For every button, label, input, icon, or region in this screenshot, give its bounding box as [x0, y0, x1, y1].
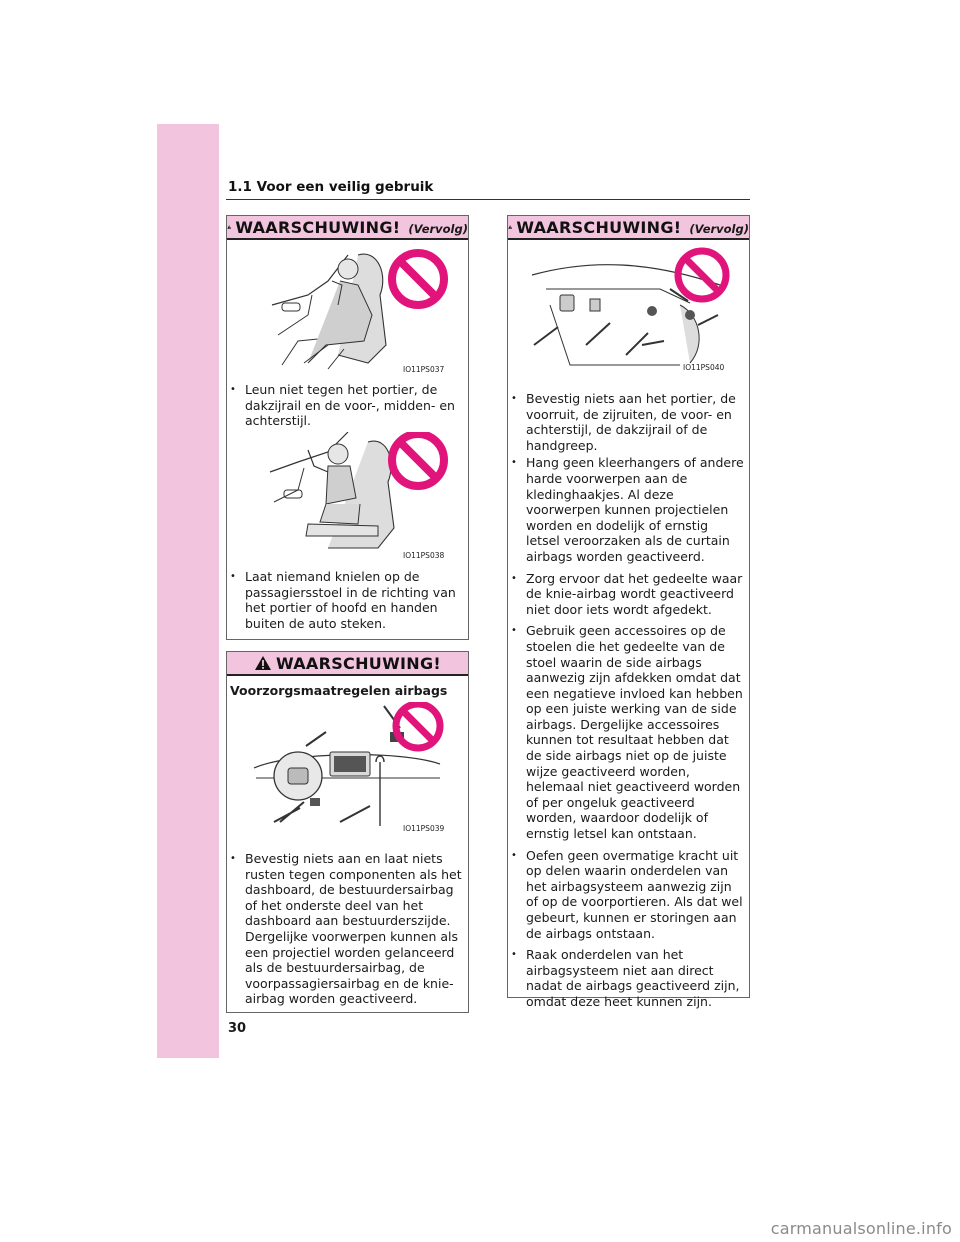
warning-header: [227, 216, 468, 240]
bullet-list-box1-b: [228, 569, 462, 637]
header-rule: [226, 199, 750, 200]
warning-header: [227, 652, 468, 676]
warning-triangle-icon: [254, 655, 272, 671]
page-number: 30: [228, 1021, 247, 1036]
warning-header: [508, 216, 749, 240]
side-color-strip: [157, 124, 219, 1058]
watermark: carmanualsonline.info: [770, 1219, 952, 1238]
figure-code: IO11PS039: [403, 824, 445, 833]
illustration-dashboard: [250, 702, 446, 830]
bullet-list-box2: [228, 851, 462, 1009]
warning-title: WAARSCHUWING!: [516, 217, 682, 237]
bullet-item: • Raak onderdelen van het airbagsysteem niet aan direct nadat de airbags geactiveerd zijn, omdat deze heet kunnen zijn.: [509, 947, 745, 1009]
illustration-kneeling-on-seat: [268, 432, 448, 560]
bullet-item: • Laat niemand knielen op de passagiersstoel in de richting van het portier of hoofd en handen buiten de auto steken.: [228, 569, 462, 631]
bullet-item: • Leun niet tegen het portier, de dakzijrail en de voor-, midden- en achterstijl.: [228, 382, 462, 429]
illustration-leaning-on-door: [268, 245, 448, 373]
warning-triangle-icon: [227, 219, 231, 235]
warning-triangle-icon: [508, 219, 512, 235]
figure-code: IO11PS040: [683, 363, 725, 372]
continued-label: (Vervolg): [408, 221, 468, 236]
figure-code: IO11PS037: [403, 365, 445, 374]
bullet-item: • Bevestig niets aan het portier, de voorruit, de zijruiten, de voor- en achterstijl, de dakzijrail of de handgreep.: [509, 391, 745, 453]
bullet-item: • Hang geen kleerhangers of andere harde voorwerpen aan de kledinghaakjes. Al deze voorwerpen kunnen projectielen worden en dodelijk of ernstig letsel veroorzaken als de curtain airbags worden geactiveerd.: [509, 455, 745, 564]
bullet-list-box1-a: [228, 382, 462, 435]
illustration-interior-pillars: [530, 245, 730, 373]
bullet-list-box3: [509, 391, 745, 1016]
bullet-item: • Bevestig niets aan en laat niets rusten tegen componenten als het dashboard, de bestuurdersairbag of het onderste deel van het dashboard aan bestuurderszijde. Dergelijke voorwerpen kunnen als een projectiel worden gelanceerd als de bestuurdersairbag, de voorpassagiersairbag en de knie-airbag worden geactiveerd.: [228, 851, 462, 1007]
warning-title: WAARSCHUWING!: [235, 217, 401, 237]
subheading-airbag-precautions: Voorzorgsmaatregelen airbags: [230, 683, 448, 698]
continued-label: (Vervolg): [689, 221, 749, 236]
bullet-item: • Gebruik geen accessoires op de stoelen die het gedeelte van de stoel waarin de side airbags aanwezig zijn afdekken omdat dat een negatieve invloed kan hebben op een juiste werking van de side airbags. Dergelijke accessoires kunnen tot resultaat hebben dat de side airbags niet op de juiste wijze geactiveerd worden, helemaal niet geactiveerd worden of per ongeluk geactiveerd worden, waardoor dodelijk of ernstig letsel kan ontstaan.: [509, 623, 745, 841]
figure-code: IO11PS038: [403, 551, 445, 560]
warning-title: WAARSCHUWING!: [276, 653, 441, 673]
bullet-item: • Oefen geen overmatige kracht uit op delen waarin onderdelen van het airbagsysteem aanwezig zijn of op de voorportieren. Als dat wel gebeurt, kunnen er storingen aan de airbags ontstaan.: [509, 848, 745, 942]
bullet-item: • Zorg ervoor dat het gedeelte waar de knie-airbag wordt geactiveerd niet door iets wordt afgedekt.: [509, 571, 745, 618]
section-title: 1.1 Voor een veilig gebruik: [228, 179, 434, 195]
